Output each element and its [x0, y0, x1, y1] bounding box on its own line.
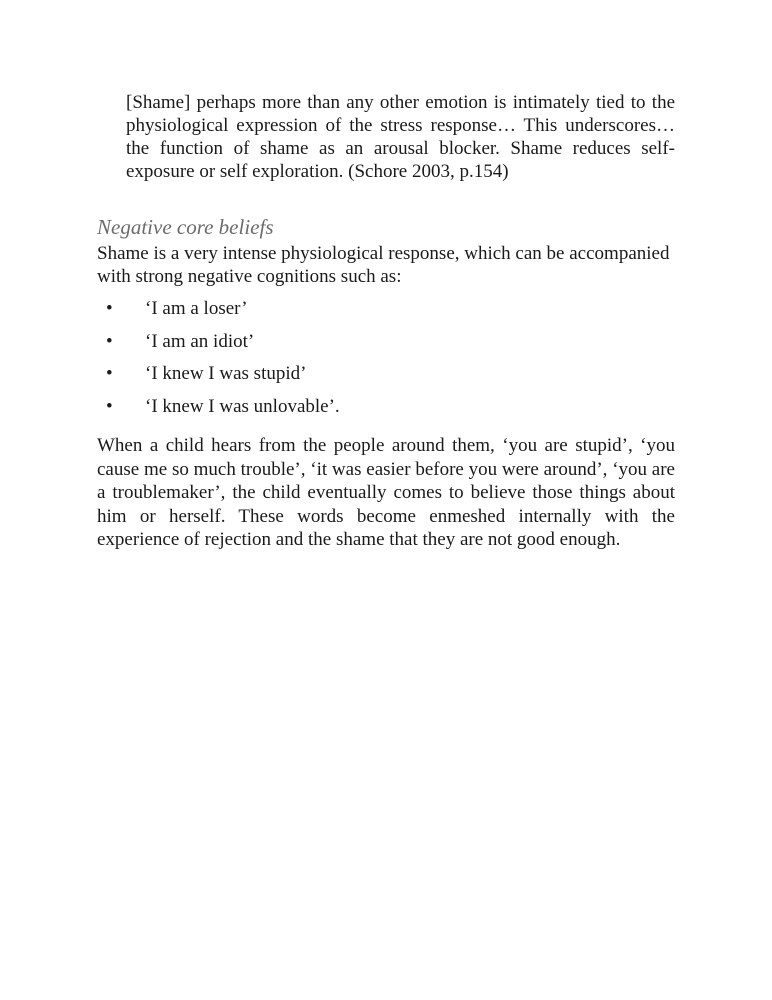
bullet-icon: • — [106, 395, 113, 417]
bullet-icon: • — [106, 298, 113, 319]
section-heading: Negative core beliefs — [97, 215, 274, 239]
intro-paragraph: Shame is a very intense physiological response, which can be accompanied with strong negative cognitions such as: — [97, 243, 670, 287]
body-paragraph: When a child hears from the people around them, ‘you are stupid’, ‘you cause me so much trouble’, ‘it was easier before you were around’, ‘you are a troublemaker’, the child eventually comes to believe those things about him or herself. These words become enmeshed internally with the experience of rejection and the shame that they are not good enough. — [97, 435, 675, 550]
bullet-icon: • — [106, 330, 113, 352]
block-quote: [Shame] perhaps more than any other emotion is intimately tied to the physiological expression of the stress response… This underscores…the function of shame as an arousal blocker. Shame reduces self-exposure or self exploration. (Schore 2003, p.154) — [126, 92, 675, 182]
list-item-text: ‘I knew I was unlovable’. — [145, 395, 340, 417]
list-item-text: ‘I knew I was stupid’ — [145, 363, 307, 384]
bullet-icon: • — [106, 363, 113, 384]
list-item-text: ‘I am an idiot’ — [145, 330, 255, 352]
list-item-text: ‘I am a loser’ — [145, 298, 248, 319]
